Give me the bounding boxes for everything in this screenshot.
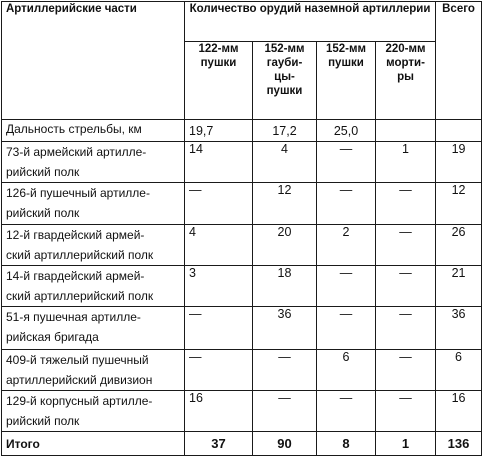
- gun-count-cell: —: [376, 391, 436, 432]
- gun-count-cell: 19: [436, 142, 482, 183]
- table-row: [2, 266, 482, 307]
- header-total: Всего: [436, 2, 482, 120]
- total-value: 1: [376, 432, 436, 456]
- header-152mm-guns: 152-мм пушки: [317, 42, 376, 120]
- gun-count-cell: 6: [317, 350, 376, 391]
- gun-count-cell: —: [253, 391, 317, 432]
- gun-count-cell: —: [317, 307, 376, 350]
- gun-count-cell: —: [376, 225, 436, 266]
- range-label: Дальность стрельбы, км: [2, 120, 185, 142]
- gun-count-cell: 16: [185, 391, 253, 432]
- total-row: [2, 432, 482, 456]
- table-row: [2, 142, 482, 183]
- gun-count-cell: —: [317, 391, 376, 432]
- gun-count-cell: —: [376, 183, 436, 225]
- unit-name: 129-й корпусный артилле- рийский полк: [2, 391, 185, 432]
- range-value: 25,0: [317, 120, 376, 142]
- range-value: 17,2: [253, 120, 317, 142]
- gun-count-cell: 18: [253, 266, 317, 307]
- total-value: 136: [436, 432, 482, 456]
- gun-count-cell: 12: [436, 183, 482, 225]
- gun-count-cell: 6: [436, 350, 482, 391]
- unit-name: 126-й пушечный артилле- рийский полк: [2, 183, 185, 225]
- header-gun-count: Количество орудий наземной артиллерии: [185, 2, 436, 42]
- range-value: [436, 120, 482, 142]
- gun-count-cell: —: [185, 307, 253, 350]
- gun-count-cell: 21: [436, 266, 482, 307]
- artillery-table: [1, 1, 482, 456]
- gun-count-cell: 12: [253, 183, 317, 225]
- unit-name: 73-й армейский артилле- рийский полк: [2, 142, 185, 183]
- header-row-top: [2, 2, 482, 42]
- gun-count-cell: —: [185, 183, 253, 225]
- unit-name: 51-я пушечная артилле- рийская бригада: [2, 307, 185, 350]
- table-row: [2, 391, 482, 432]
- gun-count-cell: 14: [185, 142, 253, 183]
- table-row: [2, 183, 482, 225]
- header-220mm-mortars: 220-мм морти- ры: [376, 42, 436, 120]
- gun-count-cell: 16: [436, 391, 482, 432]
- range-value: [376, 120, 436, 142]
- unit-name: 12-й гвардейский армей- ский артиллерийский полк: [2, 225, 185, 266]
- gun-count-cell: 1: [376, 142, 436, 183]
- gun-count-cell: —: [185, 350, 253, 391]
- total-label: Итого: [2, 432, 185, 456]
- gun-count-cell: —: [317, 142, 376, 183]
- gun-count-cell: 3: [185, 266, 253, 307]
- range-value: 19,7: [185, 120, 253, 142]
- gun-count-cell: 4: [253, 142, 317, 183]
- gun-count-cell: —: [376, 266, 436, 307]
- unit-name: 409-й тяжелый пушечный артиллерийский дивизион: [2, 350, 185, 391]
- gun-count-cell: 4: [185, 225, 253, 266]
- table-row: [2, 307, 482, 350]
- header-units: Артиллерийские части: [2, 2, 185, 120]
- table-row: [2, 225, 482, 266]
- gun-count-cell: —: [253, 350, 317, 391]
- gun-count-cell: —: [317, 183, 376, 225]
- unit-name: 14-й гвардейский армей- ский артиллерийский полк: [2, 266, 185, 307]
- gun-count-cell: 2: [317, 225, 376, 266]
- total-value: 8: [317, 432, 376, 456]
- total-value: 90: [253, 432, 317, 456]
- total-value: 37: [185, 432, 253, 456]
- header-152mm-howitzer-guns: 152-мм гауби- цы- пушки: [253, 42, 317, 120]
- gun-count-cell: —: [376, 307, 436, 350]
- gun-count-cell: —: [317, 266, 376, 307]
- table-row: [2, 350, 482, 391]
- gun-count-cell: 36: [253, 307, 317, 350]
- gun-count-cell: 26: [436, 225, 482, 266]
- gun-count-cell: 20: [253, 225, 317, 266]
- header-122mm-guns: 122-мм пушки: [185, 42, 253, 120]
- range-row: [2, 120, 482, 142]
- gun-count-cell: —: [376, 350, 436, 391]
- gun-count-cell: 36: [436, 307, 482, 350]
